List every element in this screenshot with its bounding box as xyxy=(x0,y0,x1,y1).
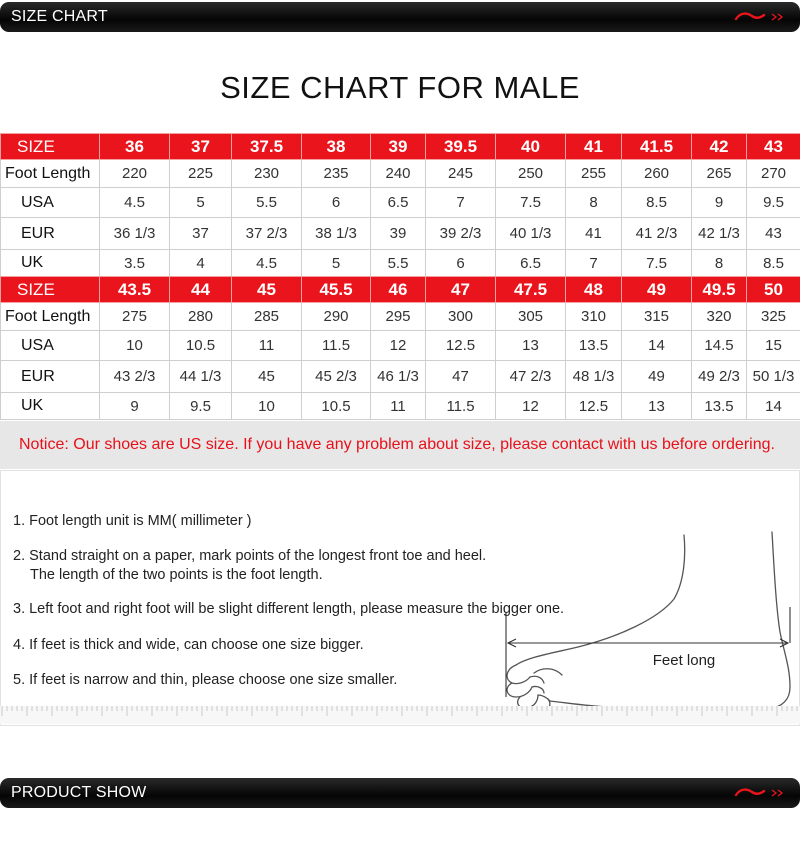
foot-diagram-icon xyxy=(498,527,798,717)
eur-row xyxy=(1,361,800,393)
table-cell: 13.5 xyxy=(692,393,747,420)
table-cell: 46 xyxy=(371,277,426,303)
row-label: SIZE xyxy=(1,277,100,303)
row-label: EUR xyxy=(1,361,100,393)
page-title: SIZE CHART FOR MALE xyxy=(220,70,580,105)
row-label: SIZE xyxy=(1,134,100,160)
table-cell: 5 xyxy=(170,188,232,218)
uk-row xyxy=(1,250,800,277)
table-cell: 7.5 xyxy=(496,188,566,218)
table-cell: 41 xyxy=(566,218,622,250)
step-2-line-2: The length of the two points is the foot length. xyxy=(30,567,323,583)
table-cell: 11 xyxy=(371,393,426,420)
table-cell: 41 xyxy=(566,134,622,160)
table-cell: 295 xyxy=(371,303,426,331)
table-cell: 45 xyxy=(232,361,302,393)
table-cell: 9 xyxy=(692,188,747,218)
size-chart-header-bar xyxy=(0,2,800,32)
step-2-line-1: 2. Stand straight on a paper, mark points of the longest front toe and heel. xyxy=(13,548,487,564)
table-cell: 310 xyxy=(566,303,622,331)
table-cell: 43 xyxy=(747,218,800,250)
ruler-strip xyxy=(0,706,800,724)
step-3: 3. Left foot and right foot will be slight different length, please measure the bigger one. xyxy=(13,601,565,617)
table-cell: 10.5 xyxy=(302,393,371,420)
table-cell: 8 xyxy=(566,188,622,218)
table-cell: 315 xyxy=(622,303,692,331)
table-cell: 38 1/3 xyxy=(302,218,371,250)
step-2 xyxy=(13,547,486,585)
table-cell: 46 1/3 xyxy=(371,361,426,393)
table-cell: 4.5 xyxy=(100,188,170,218)
table-cell: 11.5 xyxy=(426,393,496,420)
table-cell: 305 xyxy=(496,303,566,331)
product-show-header-bar xyxy=(0,778,800,808)
table-cell: 4.5 xyxy=(232,250,302,277)
table-cell: 14.5 xyxy=(692,331,747,361)
table-cell: 39 2/3 xyxy=(426,218,496,250)
row-label: UK xyxy=(1,250,100,277)
table-cell: 3.5 xyxy=(100,250,170,277)
size-chart-bar-title: SIZE CHART xyxy=(11,8,108,25)
table-cell: 285 xyxy=(232,303,302,331)
table-cell: 9.5 xyxy=(170,393,232,420)
table-cell: 11 xyxy=(232,331,302,361)
size-row xyxy=(1,277,800,303)
table-cell: 225 xyxy=(170,160,232,188)
table-cell: 270 xyxy=(747,160,800,188)
table-cell: 49 xyxy=(622,361,692,393)
feet-long-label: Feet long xyxy=(652,652,716,669)
table-cell: 37.5 xyxy=(232,134,302,160)
uk-row xyxy=(1,393,800,420)
table-cell: 50 xyxy=(747,277,800,303)
table-cell: 250 xyxy=(496,160,566,188)
eur-row xyxy=(1,218,800,250)
table-cell: 45 xyxy=(232,277,302,303)
table-cell: 40 xyxy=(496,134,566,160)
table-cell: 45.5 xyxy=(302,277,371,303)
table-cell: 220 xyxy=(100,160,170,188)
table-cell: 275 xyxy=(100,303,170,331)
table-cell: 8 xyxy=(692,250,747,277)
size-notice: Notice: Our shoes are US size. If you have any problem about size, please contact with us before ordering. xyxy=(0,421,800,469)
table-cell: 4 xyxy=(170,250,232,277)
step-1: 1. Foot length unit is MM( millimeter ) xyxy=(13,513,252,529)
table-cell: 12.5 xyxy=(426,331,496,361)
table-cell: 12 xyxy=(496,393,566,420)
table-cell: 49.5 xyxy=(692,277,747,303)
table-cell: 9.5 xyxy=(747,188,800,218)
table-cell: 36 1/3 xyxy=(100,218,170,250)
table-cell: 43.5 xyxy=(100,277,170,303)
brand-logo-icon xyxy=(734,10,790,24)
table-cell: 7 xyxy=(566,250,622,277)
table-cell: 230 xyxy=(232,160,302,188)
table-cell: 14 xyxy=(622,331,692,361)
table-cell: 300 xyxy=(426,303,496,331)
table-cell: 49 xyxy=(622,277,692,303)
table-cell: 48 xyxy=(566,277,622,303)
row-label: UK xyxy=(1,393,100,420)
table-cell: 37 xyxy=(170,218,232,250)
table-cell: 235 xyxy=(302,160,371,188)
row-label: EUR xyxy=(1,218,100,250)
size-row xyxy=(1,134,800,160)
table-cell: 325 xyxy=(747,303,800,331)
foot-length-row xyxy=(1,303,800,331)
table-cell: 44 1/3 xyxy=(170,361,232,393)
table-cell: 240 xyxy=(371,160,426,188)
usa-row xyxy=(1,331,800,361)
table-cell: 280 xyxy=(170,303,232,331)
table-cell: 14 xyxy=(747,393,800,420)
table-cell: 9 xyxy=(100,393,170,420)
table-cell: 245 xyxy=(426,160,496,188)
table-cell: 10.5 xyxy=(170,331,232,361)
table-cell: 47 xyxy=(426,277,496,303)
table-cell: 5 xyxy=(302,250,371,277)
table-cell: 5.5 xyxy=(371,250,426,277)
table-cell: 43 2/3 xyxy=(100,361,170,393)
table-cell: 42 1/3 xyxy=(692,218,747,250)
table-cell: 44 xyxy=(170,277,232,303)
table-cell: 47 xyxy=(426,361,496,393)
brand-logo-icon xyxy=(734,786,790,800)
table-cell: 41.5 xyxy=(622,134,692,160)
table-cell: 10 xyxy=(232,393,302,420)
table-cell: 37 xyxy=(170,134,232,160)
table-cell: 47 2/3 xyxy=(496,361,566,393)
table-cell: 6 xyxy=(302,188,371,218)
table-cell: 39 xyxy=(371,134,426,160)
table-cell: 265 xyxy=(692,160,747,188)
step-5: 5. If feet is narrow and thin, please choose one size smaller. xyxy=(13,672,398,688)
usa-row xyxy=(1,188,800,218)
table-cell: 15 xyxy=(747,331,800,361)
table-cell: 6.5 xyxy=(371,188,426,218)
table-cell: 13 xyxy=(622,393,692,420)
table-cell: 41 2/3 xyxy=(622,218,692,250)
table-cell: 10 xyxy=(100,331,170,361)
table-cell: 13.5 xyxy=(566,331,622,361)
table-cell: 5.5 xyxy=(232,188,302,218)
table-cell: 13 xyxy=(496,331,566,361)
table-cell: 255 xyxy=(566,160,622,188)
table-cell: 6.5 xyxy=(496,250,566,277)
table-cell: 290 xyxy=(302,303,371,331)
table-cell: 50 1/3 xyxy=(747,361,800,393)
table-cell: 320 xyxy=(692,303,747,331)
table-cell: 12.5 xyxy=(566,393,622,420)
table-cell: 8.5 xyxy=(747,250,800,277)
table-cell: 12 xyxy=(371,331,426,361)
table-cell: 37 2/3 xyxy=(232,218,302,250)
row-label: Foot Length xyxy=(1,160,100,188)
table-cell: 8.5 xyxy=(622,188,692,218)
table-cell: 40 1/3 xyxy=(496,218,566,250)
step-4: 4. If feet is thick and wide, can choose one size bigger. xyxy=(13,637,364,653)
row-label: USA xyxy=(1,331,100,361)
table-cell: 47.5 xyxy=(496,277,566,303)
table-cell: 42 xyxy=(692,134,747,160)
table-cell: 39.5 xyxy=(426,134,496,160)
table-cell: 38 xyxy=(302,134,371,160)
table-cell: 7 xyxy=(426,188,496,218)
row-label: USA xyxy=(1,188,100,218)
foot-length-row xyxy=(1,160,800,188)
size-table-2 xyxy=(0,276,800,420)
product-show-bar-title: PRODUCT SHOW xyxy=(11,784,147,801)
table-cell: 11.5 xyxy=(302,331,371,361)
table-cell: 260 xyxy=(622,160,692,188)
table-cell: 39 xyxy=(371,218,426,250)
table-cell: 7.5 xyxy=(622,250,692,277)
table-cell: 43 xyxy=(747,134,800,160)
size-table-1 xyxy=(0,133,800,277)
table-cell: 6 xyxy=(426,250,496,277)
table-cell: 48 1/3 xyxy=(566,361,622,393)
table-cell: 45 2/3 xyxy=(302,361,371,393)
table-cell: 49 2/3 xyxy=(692,361,747,393)
table-cell: 36 xyxy=(100,134,170,160)
row-label: Foot Length xyxy=(1,303,100,331)
